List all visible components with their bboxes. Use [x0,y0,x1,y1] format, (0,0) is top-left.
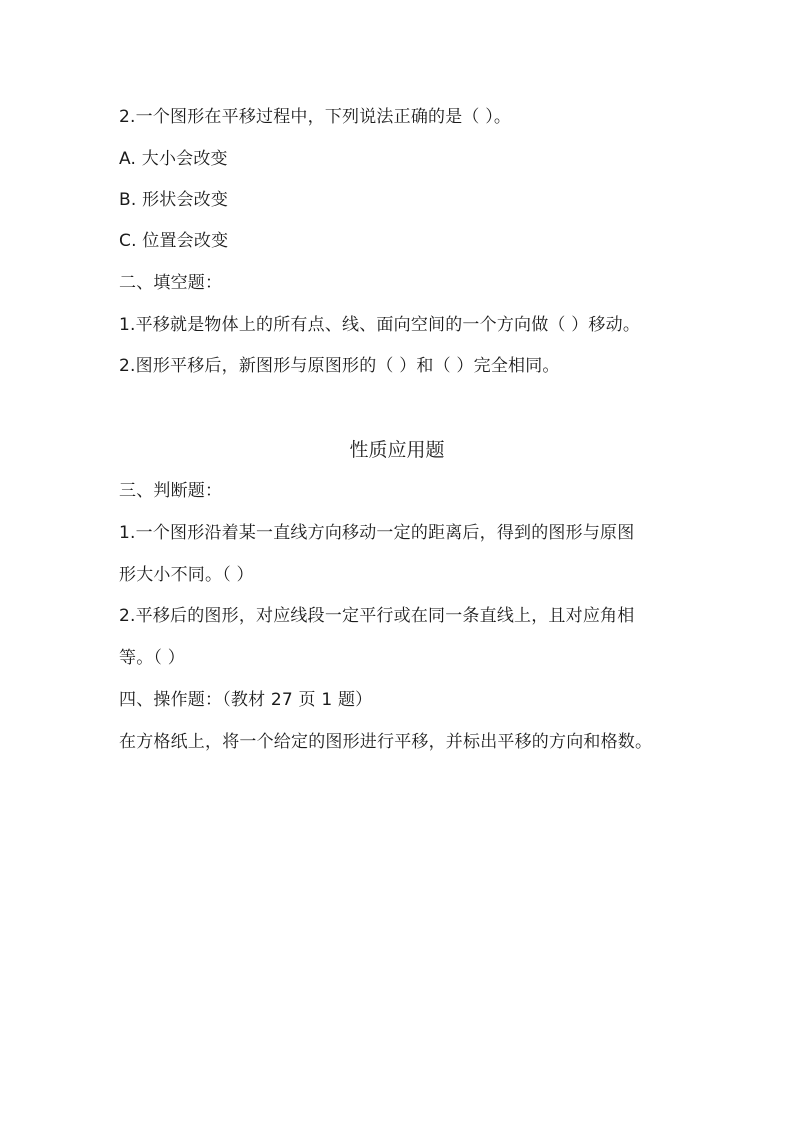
operation-heading: 四、操作题：（教材 27 页 1 题） [119,690,373,710]
true-false-item-1-line-1: 1.一个图形沿着某一直线方向移动一定的距离后，得到的图形与原图 [119,523,635,543]
option-b: B. 形状会改变 [119,190,229,210]
section-title: 性质应用题 [349,439,445,461]
fill-blank-item-1: 1.平移就是物体上的所有点、线、面向空间的一个方向做（ ）移动。 [119,315,641,335]
true-false-item-1-line-2: 形大小不同。（ ） [119,565,254,585]
fill-blank-heading: 二、填空题： [119,273,223,293]
operation-task: 在方格纸上，将一个给定的图形进行平移，并标出平移的方向和格数。 [119,732,653,752]
fill-blank-item-2: 2.图形平移后，新图形与原图形的（ ）和（ ）完全相同。 [119,356,560,376]
option-a: A. 大小会改变 [119,149,228,169]
question-2-stem: 2.一个图形在平移过程中，下列说法正确的是（ ）。 [119,107,512,127]
true-false-heading: 三、判断题： [119,481,223,501]
true-false-item-2-line-2: 等。（ ） [119,648,185,668]
true-false-item-2-line-1: 2.平移后的图形，对应线段一定平行或在同一条直线上，且对应角相 [119,606,635,626]
option-c: C. 位置会改变 [119,231,229,251]
